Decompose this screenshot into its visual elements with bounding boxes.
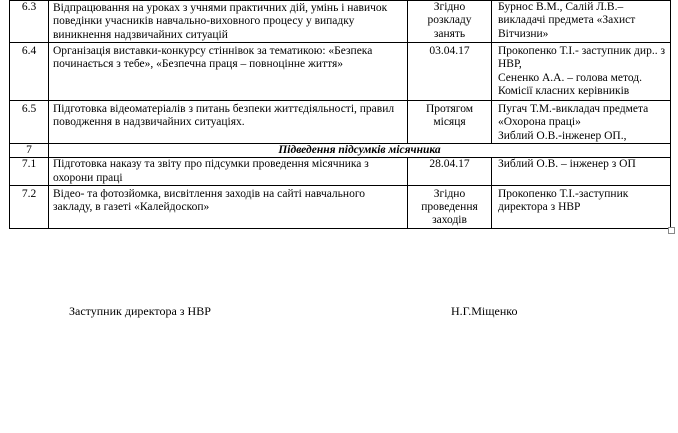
date-cell: 03.04.17: [408, 43, 492, 101]
row-number: 6.4: [10, 43, 49, 101]
responsible-cell: Бурнос В.М., Салій Л.В.– викладачі предмета «Захист Вітчизни»: [492, 1, 671, 43]
date-cell: Згідно розкладу занять: [408, 1, 492, 43]
date-cell: Протягом місяця: [408, 101, 492, 144]
task-cell: Відео- та фотозйомка, висвітлення заходів на сайті навчального закладу, в газеті «Калейдоскоп»: [49, 185, 408, 228]
task-cell: Організація виставки-конкурсу стіннівок за тематикою: «Безпека починається з тебе», «Безпечна праця – повноцінне життя»: [49, 43, 408, 101]
table-row: [10, 101, 671, 144]
plan-table: [9, 0, 671, 229]
table-row: [10, 185, 671, 228]
table-row: [10, 1, 671, 43]
row-number: 6.5: [10, 101, 49, 144]
task-cell: Підготовка наказу та звіту про підсумки проведення місячника з охорони праці: [49, 158, 408, 186]
section-number: 7: [10, 144, 49, 158]
signature-name: Н.Г.Міщенко: [451, 304, 518, 318]
row-number: 7.1: [10, 158, 49, 186]
row-number: 7.2: [10, 185, 49, 228]
table-row: [10, 158, 671, 186]
responsible-cell: Пугач Т.М.-викладач предмета «Охорона праці» Зиблий О.В.-інженер ОП.,: [492, 101, 671, 144]
date-cell: Згідно проведення заходів: [408, 185, 492, 228]
responsible-cell: Прокопенко Т.І.- заступник дир.. з НВР, Сененко А.А. – голова метод. Комісії класних керівників: [492, 43, 671, 101]
signature-role: Заступник директора з НВР: [69, 304, 211, 318]
row-number: 6.3: [10, 1, 49, 43]
responsible-cell: Зиблий О.В. – інженер з ОП: [492, 158, 671, 186]
section-title: Підведення підсумків місячника: [49, 144, 671, 158]
section-row: [10, 144, 671, 158]
table-row: [10, 43, 671, 101]
date-cell: 28.04.17: [408, 158, 492, 186]
responsible-cell: Прокопенко Т.І.-заступник директора з НВР: [492, 185, 671, 228]
task-cell: Відпрацювання на уроках з учнями практичних дій, умінь і навичок поведінки учасників навчально-виховного процесу у випадку виникнення надзвичайних ситуацій: [49, 1, 408, 43]
table-resize-handle[interactable]: [668, 227, 675, 234]
task-cell: Підготовка відеоматеріалів з питань безпеки життєдіяльності, правил поводження в надзвичайних ситуаціях.: [49, 101, 408, 144]
